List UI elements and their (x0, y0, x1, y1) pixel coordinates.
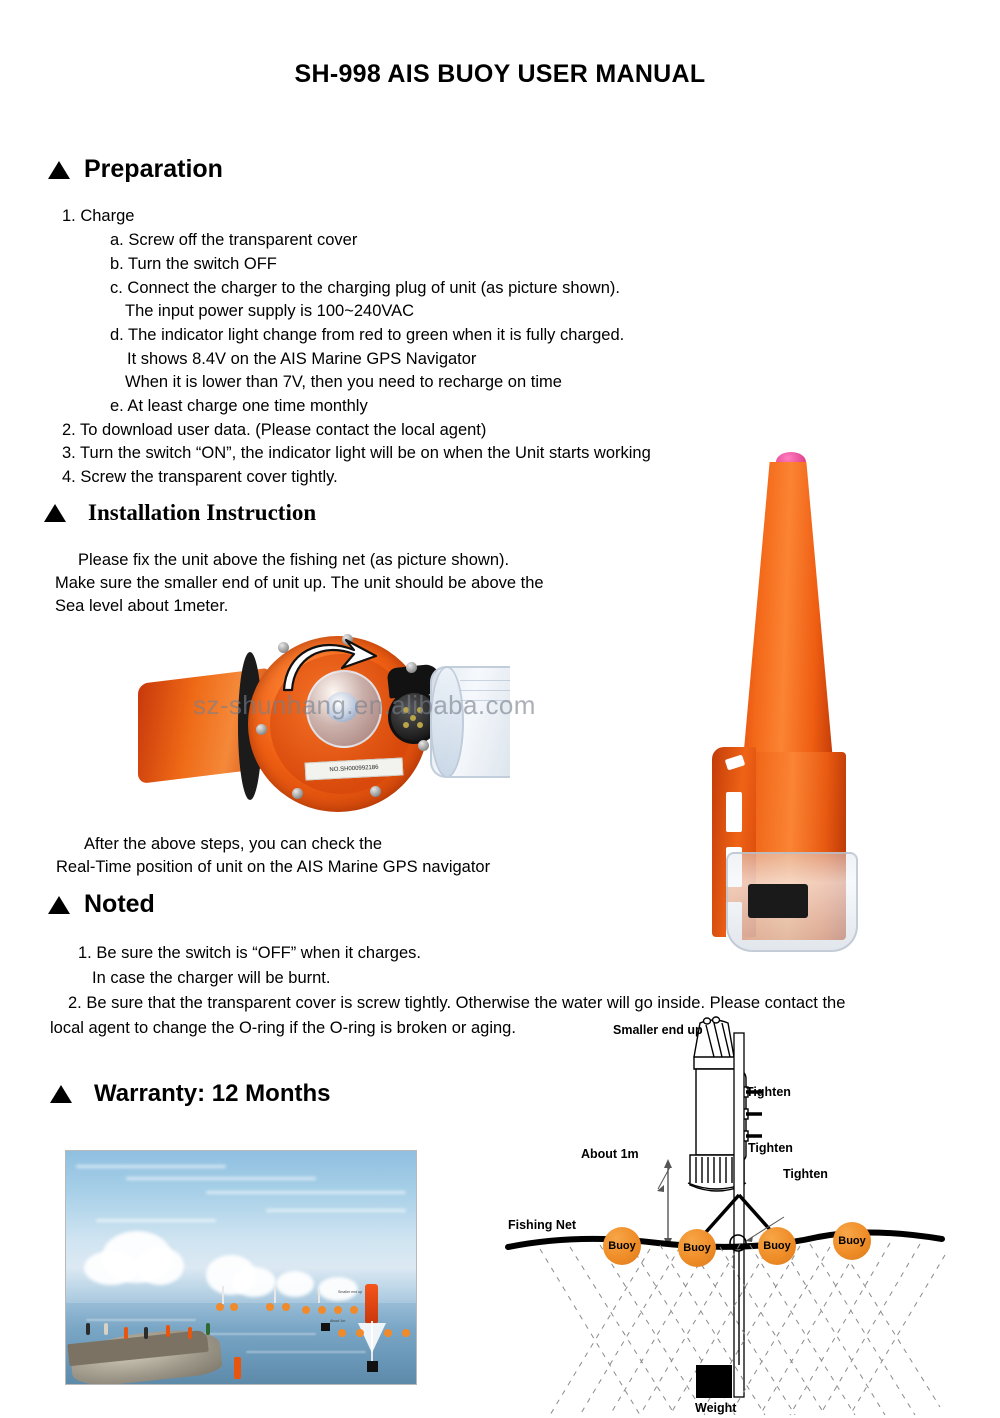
label-about-1m: About 1m (581, 1147, 639, 1161)
distant-buoy (282, 1303, 290, 1311)
cirrus-cloud (206, 1191, 406, 1194)
prep-item-1d-cont2: When it is lower than 7V, then you need to recharge on time (125, 373, 562, 391)
wave (246, 1351, 366, 1353)
section-heading-noted (48, 890, 155, 919)
boat-mast (274, 1287, 276, 1303)
prep-item-2: 2. To download user data. (Please contact the local agent) (62, 421, 487, 439)
triangle-bullet-icon (48, 161, 70, 179)
photo-annotation: Smaller end up (338, 1290, 363, 1294)
float-buoy (384, 1329, 392, 1337)
fisherman (166, 1325, 170, 1337)
cirrus-cloud (266, 1209, 406, 1212)
cumulus-cloud (84, 1251, 138, 1285)
prep-item-1e: e. At least charge one time monthly (110, 397, 368, 415)
weight-block (367, 1361, 378, 1372)
noted-item-2-cont: local agent to change the O-ring if the O-ring is broken or aging. (50, 1019, 516, 1037)
cumulus-cloud (232, 1267, 276, 1297)
installation-heading-label: Installation Instruction (88, 500, 317, 525)
after-steps-line-1: After the above steps, you can check the (84, 835, 383, 853)
prep-item-1d: d. The indicator light change from red to green when it is fully charged. (110, 326, 625, 344)
noted-item-2: 2. Be sure that the transparent cover is screw tightly. Otherwise the water will go inside. Please contact the (68, 994, 846, 1012)
section-heading-warranty (50, 1080, 330, 1108)
installation-line-1: Please fix the unit above the fishing net (as picture shown). (78, 551, 510, 569)
cover-thread-line (460, 680, 510, 681)
label-tighten-3: Tighten (783, 1167, 828, 1181)
label-tighten-1: Tighten (746, 1085, 791, 1099)
noted-item-1: 1. Be sure the switch is “OFF” when it charges. (78, 944, 421, 962)
buoy-upper-cone (742, 462, 834, 772)
distant-buoy (230, 1303, 238, 1311)
distant-buoy (318, 1306, 326, 1314)
plug-pin (417, 722, 423, 728)
cumulus-cloud (318, 1277, 358, 1301)
cirrus-cloud (96, 1219, 216, 1222)
sea-deployment-photo (65, 1150, 417, 1385)
section-heading-installation (44, 500, 316, 526)
fisherman (188, 1327, 192, 1339)
schematic-buoy-2: Buoy (678, 1229, 716, 1267)
noted-item-1-cont: In case the charger will be burnt. (92, 969, 331, 987)
prep-item-3: 3. Turn the switch “ON”, the indicator light will be on when the Unit starts working (62, 444, 651, 462)
weight-block (321, 1323, 330, 1331)
schematic-buoy-1: Buoy (603, 1227, 641, 1265)
boat-mast (318, 1289, 320, 1303)
float-buoy (338, 1329, 346, 1337)
prep-item-1a: a. Screw off the transparent cover (110, 231, 358, 249)
cumulus-cloud (276, 1271, 314, 1297)
screw (256, 724, 267, 735)
distant-buoy (302, 1306, 310, 1314)
cirrus-cloud (126, 1177, 316, 1180)
cumulus-cloud (136, 1247, 184, 1285)
prep-item-1c-cont: The input power supply is 100~240VAC (125, 302, 415, 320)
charger-connection-photo (130, 628, 510, 818)
schematic-drawing (500, 1015, 950, 1418)
prep-item-1c: c. Connect the charger to the charging plug of unit (as picture shown). (110, 279, 620, 297)
buoy-base-internals (748, 884, 808, 918)
label-smaller-end-up: Smaller end up (613, 1023, 703, 1037)
distant-buoy (350, 1306, 358, 1314)
distant-buoy (216, 1303, 224, 1311)
buoy-product-photo (700, 452, 900, 952)
section-heading-preparation (48, 155, 223, 184)
bracket-slot (726, 792, 742, 832)
prep-item-1b: b. Turn the switch OFF (110, 255, 277, 273)
triangle-bullet-icon (48, 896, 70, 914)
marker-sail (365, 1284, 378, 1324)
wave (86, 1319, 196, 1321)
screw (292, 788, 303, 799)
screw (406, 662, 417, 673)
fisherman (234, 1357, 241, 1379)
installation-line-2: Make sure the smaller end of unit up. The unit should be above the (55, 574, 544, 592)
serial-number-label: NO.SH000992186 (305, 757, 404, 780)
fisherman (206, 1323, 210, 1335)
after-steps-line-2: Real-Time position of unit on the AIS Marine GPS navigator (56, 858, 491, 876)
photo-annotation: About 1m (330, 1319, 346, 1323)
prep-item-4: 4. Screw the transparent cover tightly. (62, 468, 338, 486)
distant-buoy (334, 1306, 342, 1314)
screw (370, 786, 381, 797)
cirrus-cloud (76, 1165, 226, 1168)
boat-mast (222, 1286, 224, 1304)
fisherman (124, 1327, 128, 1339)
schematic-buoy-4: Buoy (833, 1222, 871, 1260)
schematic-buoy-3: Buoy (758, 1227, 796, 1265)
prep-item-1: 1. Charge (62, 207, 135, 225)
schematic-weight-block (696, 1365, 732, 1398)
installation-schematic (500, 1015, 950, 1418)
installation-line-3: Sea level about 1meter. (55, 597, 229, 615)
warranty-heading-label: Warranty: 12 Months (94, 1080, 331, 1107)
noted-heading-label: Noted (84, 890, 155, 918)
label-tighten-2: Tighten (748, 1141, 793, 1155)
float-buoy (356, 1329, 364, 1337)
label-fishing-net: Fishing Net (508, 1218, 577, 1232)
distant-buoy (266, 1303, 274, 1311)
float-buoy (402, 1329, 410, 1337)
radar-reflector (358, 1323, 386, 1353)
plug-pin (403, 722, 409, 728)
fisherman (86, 1323, 90, 1335)
preparation-heading-label: Preparation (84, 155, 223, 183)
rotate-arrow-icon (280, 634, 390, 694)
triangle-bullet-icon (50, 1085, 72, 1103)
prep-item-1d-cont1: It shows 8.4V on the AIS Marine GPS Navigator (127, 350, 477, 368)
label-weight: Weight (695, 1401, 737, 1415)
page-title: SH-998 AIS BUOY USER MANUAL (294, 60, 706, 88)
watermark-text: sz-shunhang.en.alibaba.com (193, 690, 536, 720)
fisherman (144, 1327, 148, 1339)
triangle-bullet-icon (44, 504, 66, 522)
fisherman (104, 1323, 108, 1335)
screw (418, 740, 429, 751)
transparent-cover-rim (430, 666, 464, 778)
